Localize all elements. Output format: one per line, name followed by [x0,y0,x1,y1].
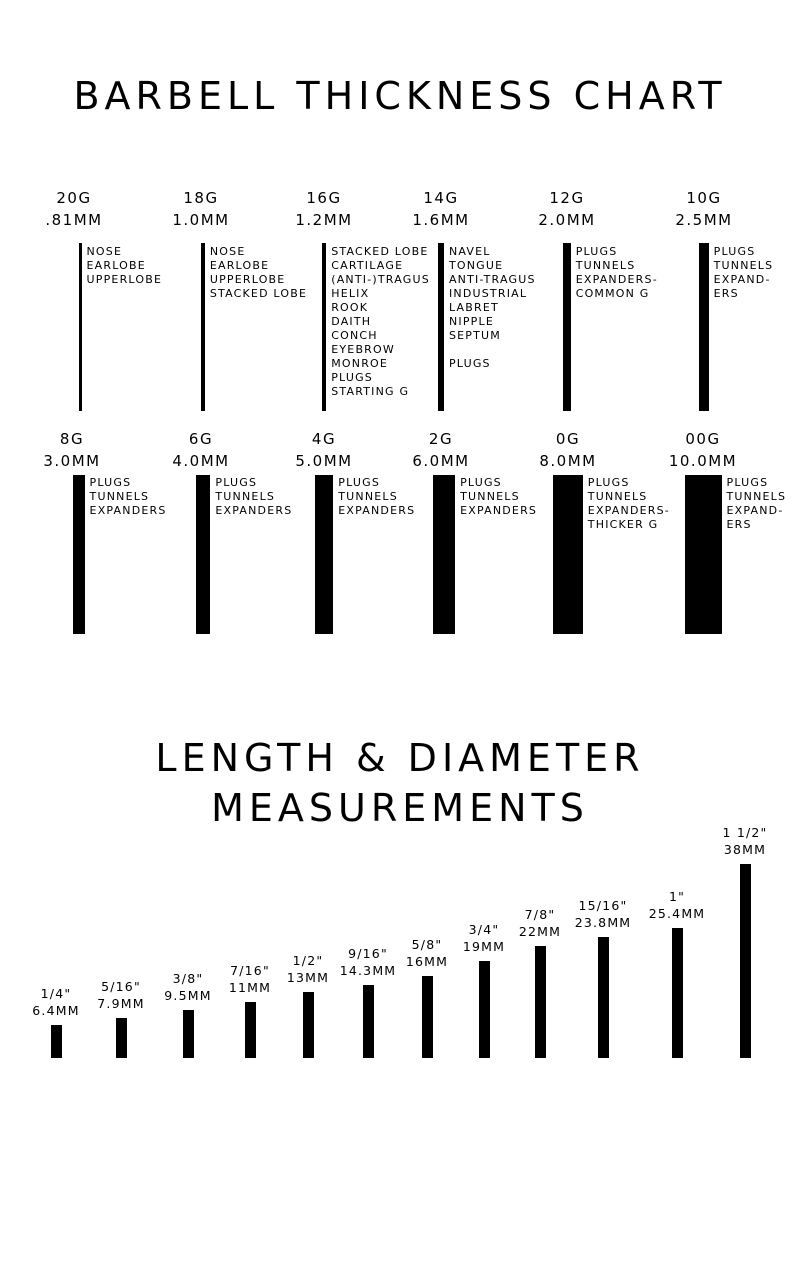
gauge-label [274,187,374,231]
length-bar [479,961,490,1058]
length-inch: 3/4" [468,922,500,938]
length-inch: 9/16" [348,946,388,962]
gauge-size: 20G [56,189,92,207]
length-mm: 6.4MM [32,1003,80,1019]
gauge-use-item: UPPERLOBE [86,273,163,286]
length-bar [245,1002,256,1058]
gauge-mm: 8.0MM [539,452,597,470]
gauge-label [151,428,251,472]
length-inch: 1/4" [40,986,72,1002]
length-chart-title [0,733,800,833]
gauge-uses [215,476,292,518]
gauge-use-item: UPPERLOBE [209,273,286,286]
gauge-mm: 2.0MM [538,211,596,229]
gauge-mm: 2.5MM [675,211,733,229]
length-mm: 22MM [518,923,562,939]
gauge-mm: 3.0MM [43,452,101,470]
gauge-use-item: PLUGS [713,245,756,258]
length-bar [303,992,314,1058]
gauge-mm: 1.2MM [295,211,353,229]
length-inch: 5/16" [101,978,141,994]
gauge-use-item: STACKED LOBE [209,287,308,300]
gauge-use-item: TUNNELS [726,490,787,503]
length-mm: 25.4MM [648,906,706,922]
gauge-use-item: STARTING G [331,385,410,398]
gauge-uses [331,245,430,399]
length-bar [51,1025,62,1058]
gauge-mm: .81MM [45,211,103,229]
gauge-use-item: EXPANDERS [338,504,416,517]
length-bar [740,864,751,1058]
gauge-use-item: DAITH [331,315,372,328]
gauge-use-item: NOSE [86,245,123,258]
length-bar [183,1010,194,1058]
gauge-use-item: NAVEL [448,245,491,258]
length-inch: 7/8" [524,906,556,922]
gauge-use-item: EXPANDERS- [587,504,670,517]
gauge-use-item: HELIX [331,287,370,300]
gauge-mm: 1.6MM [412,211,470,229]
gauge-uses [714,245,774,301]
gauge-uses [460,476,537,518]
gauge-size: 6G [188,430,214,448]
length-bar [672,928,683,1058]
gauge-use-item: PLUGS [587,476,630,489]
gauge-use-item: NIPPLE [448,315,494,328]
length-inch: 1" [668,889,686,905]
length-inch: 5/8" [411,937,443,953]
gauge-use-item: MONROE [331,357,389,370]
gauge-label [518,428,618,472]
gauge-use-item: PLUGS [726,476,769,489]
length-inch: 1/2" [292,952,324,968]
gauge-bar [73,475,84,634]
length-title-line-1: LENGTH & DIAMETER [155,736,645,780]
length-label [632,888,722,922]
gauge-size: 00G [685,430,721,448]
gauge-size: 10G [686,189,722,207]
gauge-use-item: PLUGS [331,371,373,384]
thickness-chart-title: BARBELL THICKNESS CHART [73,74,727,118]
gauge-bar [438,243,444,411]
gauge-size: 8G [59,430,85,448]
gauge-use-item: CARTILAGE [331,259,404,272]
gauge-bar [433,475,455,634]
gauge-uses [90,476,167,518]
gauge-use-item: INDUSTRIAL [448,287,528,300]
gauge-use-item: TUNNELS [575,259,636,272]
length-inch: 7/16" [230,962,270,978]
length-bar [116,1018,127,1058]
gauge-size: 0G [555,430,581,448]
gauge-use-item: TUNNELS [215,490,276,503]
length-inch: 15/16" [578,897,628,913]
gauge-use-item: ERS [726,518,752,531]
gauge-size: 14G [423,189,459,207]
length-bar [535,946,546,1058]
length-inch: 3/8" [172,970,204,986]
gauge-use-item: TUNNELS [460,490,520,503]
gauge-bar [685,475,722,634]
gauge-mm: 4.0MM [172,452,230,470]
gauge-use-item: EXPAND- [713,273,771,286]
gauge-bar [79,243,82,411]
gauge-uses [727,476,787,532]
length-mm: 16MM [405,954,449,970]
gauge-bar [315,475,334,634]
gauge-uses [449,245,536,371]
length-bar [422,976,433,1058]
gauge-mm: 10.0MM [668,452,738,470]
length-mm: 19MM [462,939,506,955]
gauge-use-item: TUNNELS [89,490,150,503]
gauge-use-item: COMMON G [575,287,650,300]
gauge-size: 18G [183,189,219,207]
length-mm: 7.9MM [97,995,145,1011]
gauge-size: 2G [428,430,454,448]
length-bar [598,937,609,1058]
gauge-label [391,187,491,231]
gauge-use-item: EXPAND- [726,504,784,517]
gauge-use-item: NOSE [209,245,246,258]
length-label [700,824,790,858]
gauge-size: 12G [549,189,585,207]
length-mm: 14.3MM [339,963,397,979]
gauge-size: 16G [306,189,342,207]
gauge-bar [196,475,211,634]
gauge-use-item: EARLOBE [86,259,146,272]
gauge-bar [563,243,570,411]
gauge-use-item: SEPTUM [448,329,501,342]
gauge-use-item: PLUGS [89,476,132,489]
gauge-use-item: LABRET [448,301,499,314]
gauge-label [517,187,617,231]
gauge-mm: 1.0MM [172,211,230,229]
gauge-bar [553,475,583,634]
length-mm: 9.5MM [164,987,212,1003]
gauge-use-item: EARLOBE [209,259,270,272]
gauge-use-item: EXPANDERS- [575,273,658,286]
gauge-label [391,428,491,472]
gauge-use-item: EXPANDERS [215,504,293,517]
length-inch: 1 1/2" [722,825,768,841]
gauge-use-item: EXPANDERS [89,504,167,517]
gauge-bar [699,243,708,411]
length-mm: 23.8MM [574,914,632,930]
gauge-mm: 6.0MM [412,452,470,470]
gauge-use-item: PLUGS [575,245,618,258]
gauge-label [274,428,374,472]
gauge-use-item: TUNNELS [713,259,774,272]
length-bar [363,985,374,1058]
gauge-use-item: PLUGS [215,476,258,489]
gauge-use-item: THICKER G [587,518,659,531]
gauge-use-item: PLUGS [448,357,491,370]
gauge-use-item: PLUGS [338,476,381,489]
length-mm: 13MM [286,969,330,985]
gauge-use-item: TUNNELS [587,490,648,503]
gauge-uses [338,476,415,518]
gauge-label [654,187,754,231]
gauge-uses [87,245,163,287]
gauge-uses [576,245,658,301]
gauge-use-item: (ANTI-)TRAGUS [331,273,430,286]
gauge-use-item: TUNNELS [338,490,398,503]
gauge-uses [588,476,670,532]
length-mm: 11MM [228,979,272,995]
gauge-use-item: ROOK [331,301,369,314]
gauge-use-item: PLUGS [460,476,502,489]
gauge-use-item: EXPANDERS [460,504,538,517]
gauge-use-item: EYEBROW [331,343,395,356]
length-title-line-2: MEASUREMENTS [211,786,589,830]
gauge-use-item: STACKED LOBE [331,245,429,258]
gauge-use-item: TONGUE [448,259,504,272]
gauge-bar [201,243,205,411]
gauge-label [653,428,753,472]
gauge-use-item [449,343,536,357]
gauge-mm: 5.0MM [295,452,353,470]
gauge-label [24,187,124,231]
gauge-uses [210,245,307,301]
gauge-use-item: CONCH [331,329,378,342]
gauge-label [151,187,251,231]
gauge-size: 4G [311,430,337,448]
gauge-use-item: ANTI-TRAGUS [448,273,536,286]
gauge-label [22,428,122,472]
gauge-use-item: ERS [713,287,739,300]
length-mm: 38MM [723,842,767,858]
gauge-bar [322,243,326,411]
